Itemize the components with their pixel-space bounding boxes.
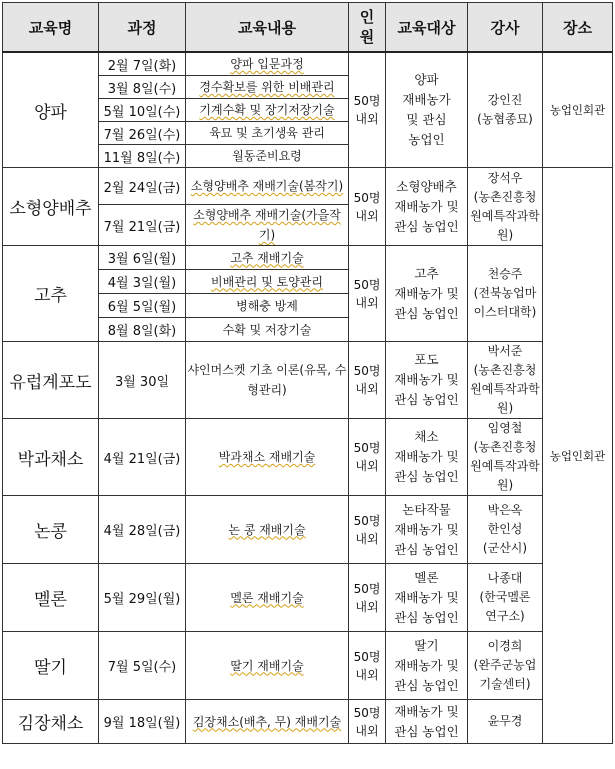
session-date: 3월 30일: [99, 342, 186, 419]
target-line: 멜론: [414, 569, 439, 585]
header-date: 과정: [99, 3, 186, 53]
venue: 농업인회관: [543, 168, 613, 744]
headcount-line: 50명: [353, 94, 381, 108]
target-audience: [386, 168, 468, 246]
lecturer-line: (한국멜론: [479, 590, 531, 604]
header-place: 장소: [543, 3, 613, 53]
course-name: 멜론: [3, 564, 99, 632]
target-line: 관심 농업인: [394, 469, 459, 484]
target-line: 양파: [414, 72, 439, 87]
headcount: [349, 496, 386, 564]
target-line: 재배농가: [402, 92, 451, 107]
headcount-line: 내외: [355, 112, 379, 126]
target-line: 관심 농업인: [394, 392, 459, 407]
target-audience: [386, 496, 468, 564]
target-line: 딸기: [414, 637, 439, 653]
headcount-line: 50명: [353, 364, 381, 378]
target-line: 고추: [414, 265, 439, 281]
lecturer-line: (농촌진흥청: [473, 189, 537, 204]
target-audience: [386, 700, 468, 744]
target-line: 관심 농업인: [394, 541, 459, 557]
target-line: 재배농가 및: [394, 589, 459, 605]
session-content: 육묘 및 초기생육 관리: [186, 122, 349, 145]
lecturer: [468, 496, 543, 564]
table-row: [3, 564, 613, 632]
target-line: 재배농가 및: [394, 521, 459, 537]
lecturer-line: (전북농업마: [473, 286, 537, 300]
lecturer-line: 박서준: [487, 344, 523, 358]
target-line: 관심 농업인: [394, 723, 459, 739]
headcount: [349, 342, 386, 419]
target-line: 관심 농업인: [394, 218, 459, 234]
course-name: 논콩: [3, 496, 99, 564]
target-audience: [386, 632, 468, 700]
session-content: 비배관리 및 토양관리: [186, 270, 349, 294]
target-audience: [386, 342, 468, 419]
session-content: 박과채소 재배기술: [186, 419, 349, 496]
headcount-line: 내외: [355, 723, 379, 738]
session-content: 경수확보를 위한 비배관리: [186, 76, 349, 99]
table-row: [3, 632, 613, 700]
lecturer: [468, 52, 543, 168]
target-line: 재배농가 및: [394, 657, 459, 673]
headcount-line: 내외: [355, 531, 379, 546]
target-line: 재배농가 및: [394, 449, 459, 464]
target-line: 관심 농업인: [394, 305, 459, 321]
table-row: [3, 168, 613, 205]
session-content: 병해충 방제: [186, 294, 349, 318]
target-audience: [386, 419, 468, 496]
course-name: 유럽계포도: [3, 342, 99, 419]
lecturer: [468, 168, 543, 246]
headcount-line: 내외: [355, 599, 379, 614]
lecturer-line: 윤무경: [487, 714, 523, 728]
target-line: 채소: [414, 429, 439, 444]
target-line: 논타작물: [402, 501, 451, 517]
lecturer-line: 원예특작과학원): [470, 382, 540, 415]
headcount-line: 내외: [355, 459, 379, 473]
target-line: 관심 농업인: [394, 677, 459, 693]
headcount: [349, 52, 386, 168]
lecturer-line: (농촌진흥청: [473, 440, 537, 454]
target-line: 재배농가 및: [394, 703, 459, 719]
course-name: 딸기: [3, 632, 99, 700]
lecturer-line: 강인진: [487, 93, 523, 107]
headcount: [349, 419, 386, 496]
lecturer-line: 나종대: [487, 571, 523, 585]
target-line: 포도: [414, 352, 439, 367]
course-name: 박과채소: [3, 419, 99, 496]
session-date: 6월 5일(월): [99, 294, 186, 318]
header-name: 교육명: [3, 3, 99, 53]
headcount: [349, 632, 386, 700]
target-line: 및 관심: [406, 112, 447, 127]
table-row: [3, 419, 613, 496]
lecturer-line: 원예특작과학원): [470, 459, 540, 492]
session-content: 월동준비요령: [186, 145, 349, 168]
session-content: 딸기 재배기술: [186, 632, 349, 700]
course-name: 소형양배추: [3, 168, 99, 246]
headcount: [349, 700, 386, 744]
session-date: 4월 3일(월): [99, 270, 186, 294]
headcount-line: 내외: [355, 295, 379, 310]
headcount-line: 내외: [355, 667, 379, 682]
session-content: 양파 입문과정: [186, 52, 349, 76]
header-headcount-2: 원: [359, 28, 375, 46]
header-headcount: [349, 3, 386, 53]
course-name: 고추: [3, 246, 99, 342]
session-date: 3월 6일(월): [99, 246, 186, 270]
session-content: 고추 재배기술: [186, 246, 349, 270]
headcount: [349, 246, 386, 342]
lecturer-line: (농협종묘): [477, 112, 533, 126]
session-content: 소형양배추 재배기술(봄작기): [186, 168, 349, 205]
header-target: 교육대상: [386, 3, 468, 53]
lecturer: [468, 419, 543, 496]
lecturer-line: 이스터대학): [473, 305, 537, 319]
target-line: 재배농가 및: [394, 285, 459, 301]
headcount: [349, 168, 386, 246]
header-lecturer: 강사: [468, 3, 543, 53]
table-body: [3, 52, 613, 744]
session-date: 7월 26일(수): [99, 122, 186, 145]
headcount-line: 내외: [355, 208, 379, 223]
education-schedule-table: [2, 2, 613, 744]
session-date: 4월 21일(금): [99, 419, 186, 496]
headcount-line: 내외: [355, 382, 379, 396]
target-audience: [386, 52, 468, 168]
session-date: 3월 8일(수): [99, 76, 186, 99]
lecturer-line: 한인성: [487, 522, 523, 536]
session-content: 수확 및 저장기술: [186, 318, 349, 342]
session-date: 7월 5일(수): [99, 632, 186, 700]
target-line: 농업인: [408, 132, 445, 147]
course-name: 김장채소: [3, 700, 99, 744]
lecturer-line: 연구소): [485, 609, 525, 623]
session-date: 5월 29일(월): [99, 564, 186, 632]
table-row: [3, 246, 613, 270]
target-line: 재배농가 및: [394, 198, 459, 214]
target-line: 관심 농업인: [394, 609, 459, 625]
lecturer-line: 원예특작과학원): [470, 208, 540, 242]
header-row: [3, 3, 613, 53]
lecturer-line: 이경희: [487, 639, 523, 653]
headcount-line: 50명: [353, 190, 381, 205]
lecturer-line: 기술센터): [479, 677, 531, 691]
lecturer-line: 임영철: [487, 421, 523, 435]
lecturer: [468, 564, 543, 632]
table-row: [3, 342, 613, 419]
session-content: 기계수확 및 장기저장기술: [186, 99, 349, 122]
session-date: 8월 8일(화): [99, 318, 186, 342]
lecturer-line: (군산시): [482, 541, 528, 555]
session-date: 11월 8일(수): [99, 145, 186, 168]
venue: 농업인회관: [543, 52, 613, 168]
table-row: [3, 52, 613, 76]
session-content: 논 콩 재배기술: [186, 496, 349, 564]
headcount-line: 50명: [353, 277, 381, 292]
session-content: 샤인머스켓 기초 이론(유목, 수형관리): [186, 342, 349, 419]
session-date: 2월 7일(화): [99, 52, 186, 76]
session-date: 9월 18일(월): [99, 700, 186, 744]
lecturer-line: (완주군농업: [473, 658, 537, 672]
lecturer-line: 천승주: [487, 267, 523, 281]
lecturer-line: 장석우: [487, 170, 523, 185]
session-content: 김장채소(배추, 무) 재배기술: [186, 700, 349, 744]
header-content: 교육내용: [186, 3, 349, 53]
headcount-line: 50명: [353, 581, 381, 596]
target-line: 소형양배추: [396, 178, 457, 194]
session-date: 2월 24일(금): [99, 168, 186, 205]
session-content: 소형양배추 재배기술(가을작기): [186, 205, 349, 246]
session-date: 7월 21일(금): [99, 205, 186, 246]
session-date: 4월 28일(금): [99, 496, 186, 564]
headcount-line: 50명: [353, 649, 381, 664]
target-audience: [386, 246, 468, 342]
course-name: 양파: [3, 52, 99, 168]
session-date: 5월 10일(수): [99, 99, 186, 122]
session-content: 멜론 재배기술: [186, 564, 349, 632]
lecturer: [468, 342, 543, 419]
lecturer: [468, 632, 543, 700]
target-audience: [386, 564, 468, 632]
header-headcount-1: 인: [359, 8, 375, 26]
target-line: 재배농가 및: [394, 372, 459, 387]
table-row: [3, 700, 613, 744]
headcount-line: 50명: [353, 441, 381, 455]
headcount: [349, 564, 386, 632]
table-row: [3, 496, 613, 564]
lecturer: [468, 700, 543, 744]
lecturer-line: (농촌진흥청: [473, 363, 537, 377]
lecturer: [468, 246, 543, 342]
headcount-line: 50명: [353, 705, 381, 720]
headcount-line: 50명: [353, 513, 381, 528]
lecturer-line: 박은옥: [487, 503, 523, 517]
